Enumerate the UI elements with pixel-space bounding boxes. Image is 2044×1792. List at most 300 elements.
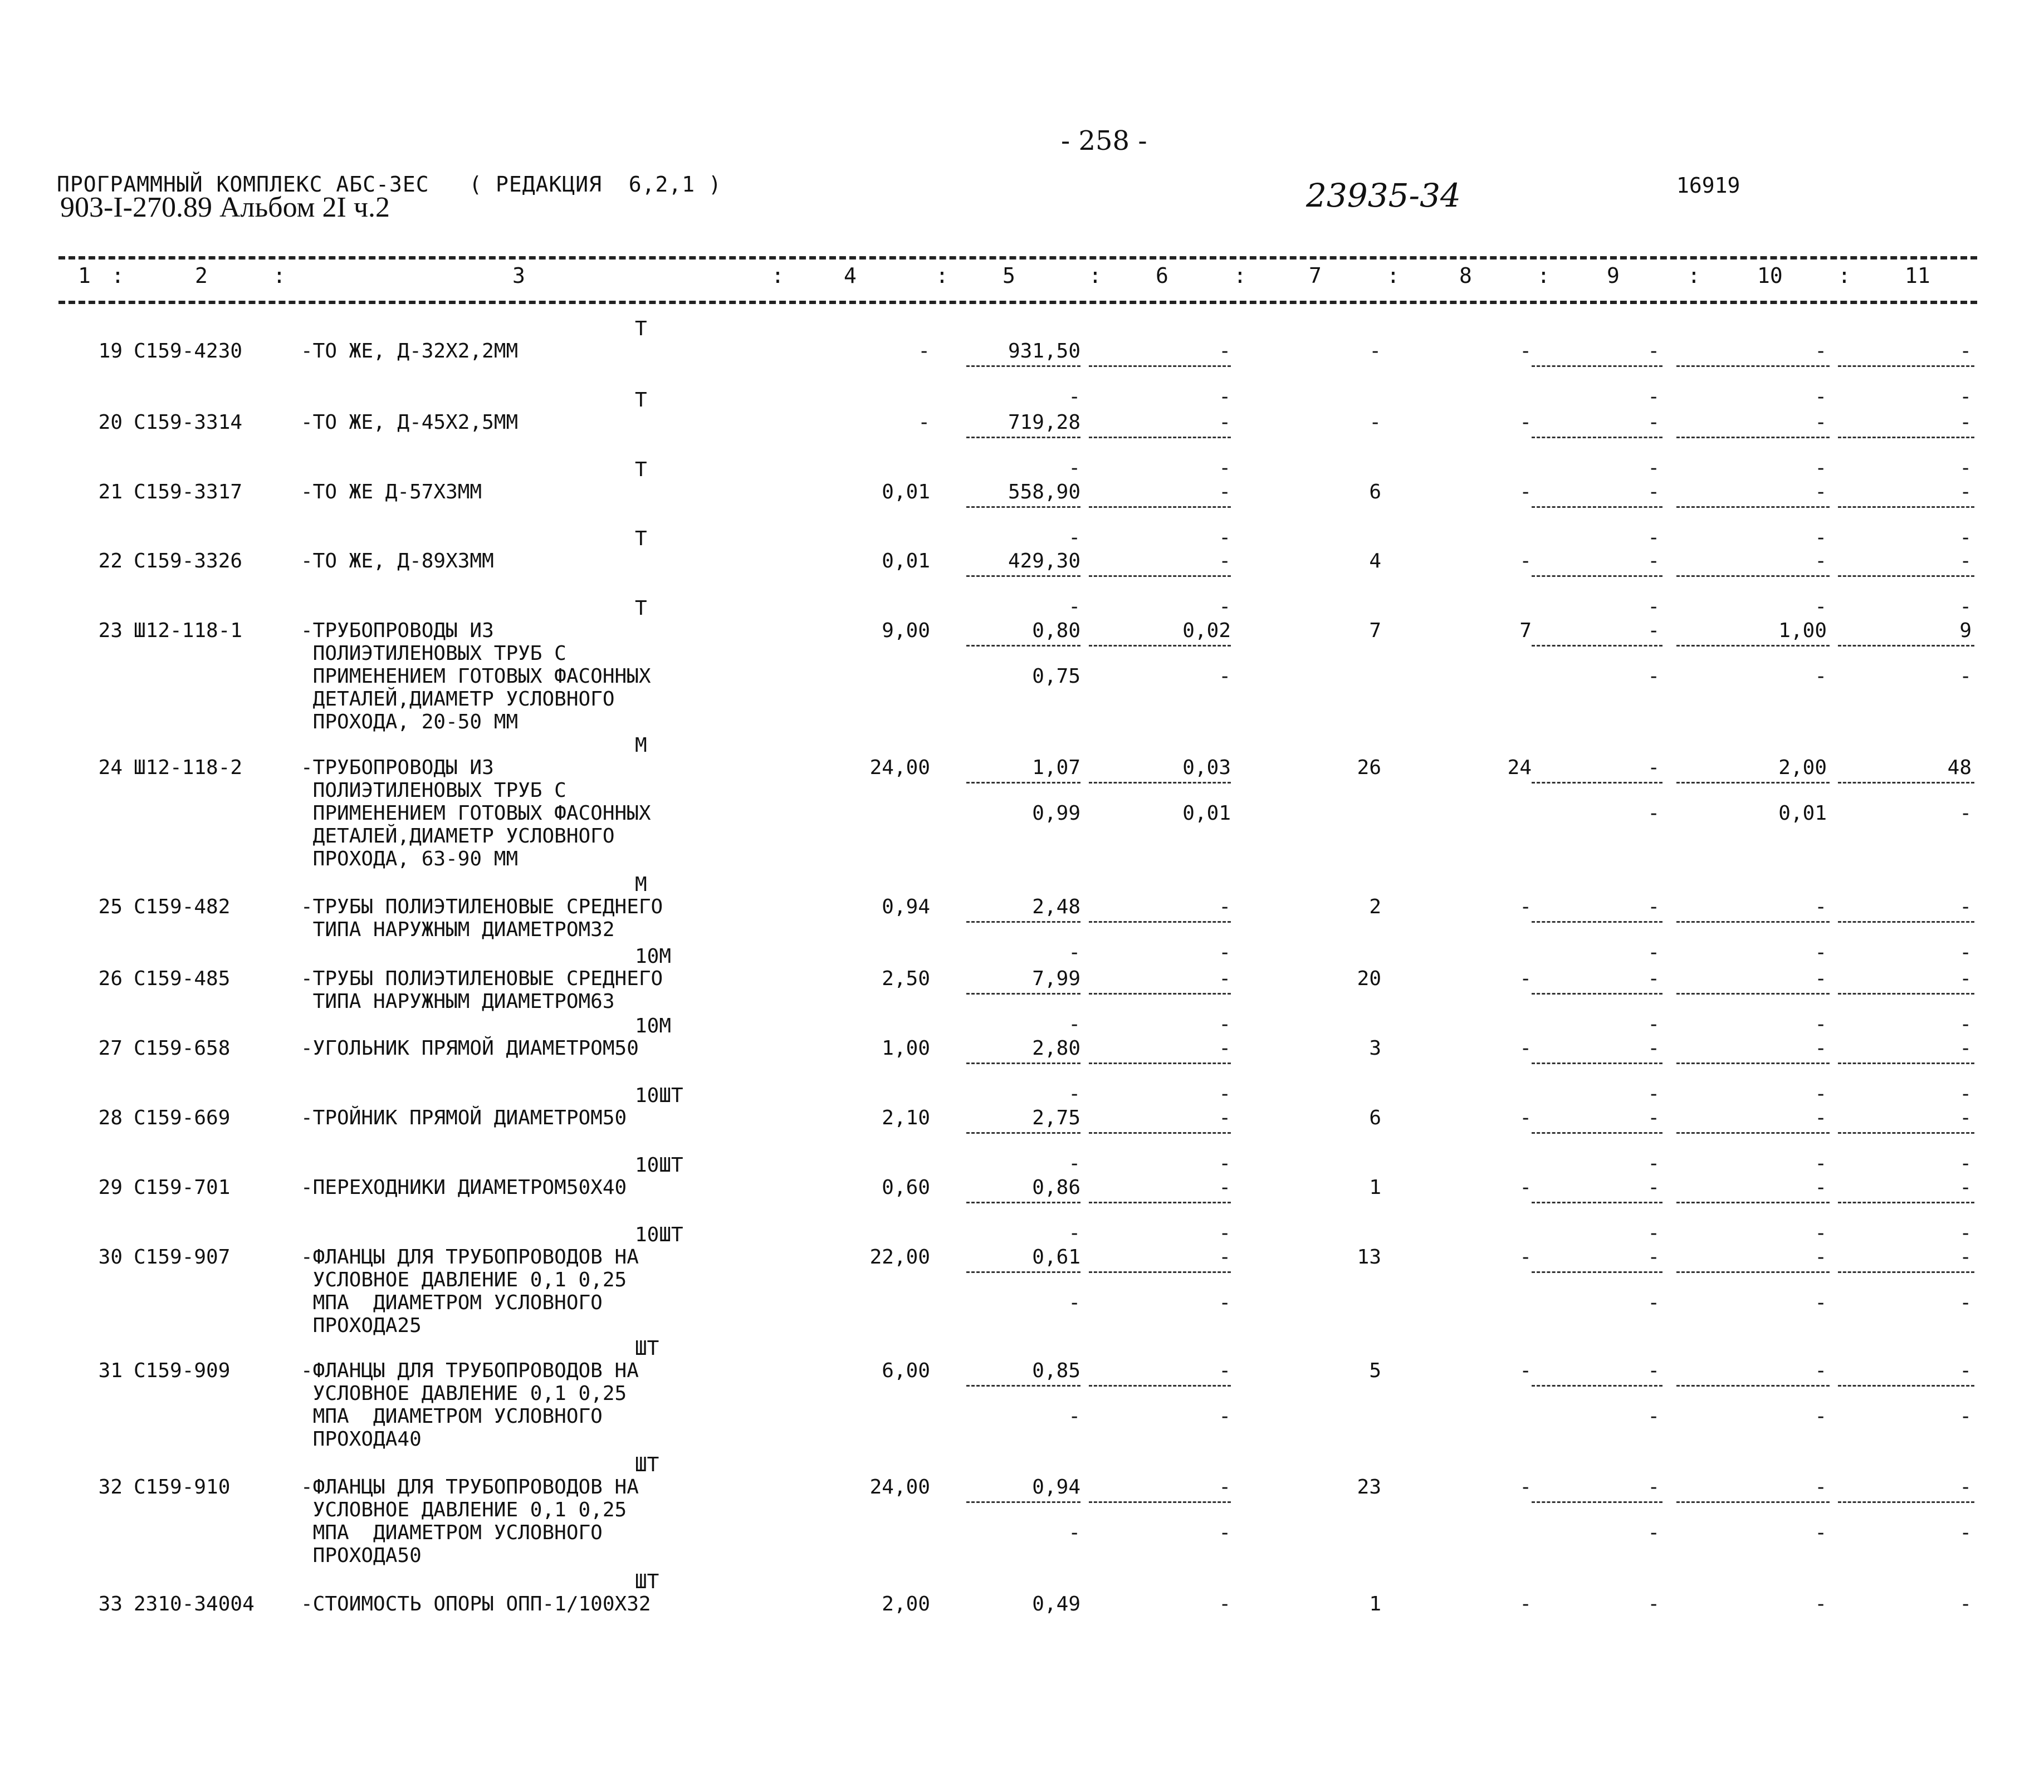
- value-col-7: 7: [1369, 619, 1381, 642]
- value-col-5-lower: -: [1068, 526, 1080, 549]
- value-col-8: -: [1519, 1037, 1532, 1060]
- fraction-divider: [1089, 782, 1231, 784]
- unit-label: Т: [635, 597, 647, 620]
- value-col-6: -: [1219, 550, 1231, 572]
- value-col-6-lower: -: [1219, 595, 1231, 618]
- work-description-line: УСЛОВНОЕ ДАВЛЕНИЕ 0,1 0,25: [301, 1382, 627, 1405]
- value-col-9: -: [1647, 1359, 1660, 1382]
- col-header-11: 11: [1905, 263, 1930, 288]
- value-col-5-lower: -: [1068, 595, 1080, 618]
- value-col-9-lower: -: [1647, 457, 1660, 479]
- value-col-8: -: [1519, 1246, 1532, 1269]
- row-number: 27: [98, 1037, 123, 1060]
- value-col-9: -: [1647, 1246, 1660, 1269]
- work-description-line: -ТО ЖЕ Д-57Х3ММ: [301, 481, 482, 503]
- value-col-8: 7: [1519, 619, 1532, 642]
- value-col-9: -: [1647, 967, 1660, 990]
- fraction-divider: [1089, 437, 1231, 438]
- value-col-9: -: [1647, 1106, 1660, 1129]
- value-col-11: -: [1959, 1037, 1972, 1060]
- fraction-divider: [966, 1202, 1080, 1203]
- value-col-11: 48: [1947, 756, 1972, 779]
- value-col-6-lower: -: [1219, 941, 1231, 964]
- value-col-11-lower: -: [1959, 457, 1972, 479]
- work-description-line: ПРОХОДА, 20-50 ММ: [301, 711, 519, 733]
- value-col-4: 0,94: [882, 895, 930, 918]
- value-col-8: -: [1519, 340, 1532, 363]
- work-description-line: -ТО ЖЕ, Д-45Х2,5ММ: [301, 411, 519, 434]
- fraction-divider: [1089, 575, 1231, 577]
- work-description-line: МПА ДИАМЕТРОМ УСЛОВНОГО: [301, 1521, 603, 1544]
- unit-label: Т: [635, 458, 647, 481]
- col-separator: :: [1688, 263, 1700, 288]
- value-col-6-lower: -: [1219, 1013, 1231, 1036]
- work-description-line: ДЕТАЛЕЙ,ДИАМЕТР УСЛОВНОГО: [301, 825, 615, 848]
- value-col-4: 24,00: [869, 1476, 930, 1499]
- fraction-divider: [1838, 1271, 1974, 1273]
- value-col-11: -: [1959, 411, 1972, 434]
- value-col-9-lower: -: [1647, 1405, 1660, 1428]
- value-col-6: -: [1219, 1176, 1231, 1199]
- value-col-6: 0,02: [1182, 619, 1231, 642]
- value-col-6: -: [1219, 481, 1231, 503]
- value-col-8: -: [1519, 967, 1532, 990]
- work-description-line: ПОЛИЭТИЛЕНОВЫХ ТРУБ С: [301, 642, 566, 665]
- fraction-divider: [1838, 782, 1974, 784]
- work-description-line: -ПЕРЕХОДНИКИ ДИАМЕТРОМ50Х40: [301, 1176, 627, 1199]
- rate-code: С159-909: [134, 1359, 231, 1382]
- value-col-9: -: [1647, 1476, 1660, 1499]
- value-col-9: -: [1647, 1593, 1660, 1615]
- value-col-10: -: [1815, 1593, 1827, 1615]
- fraction-divider: [1838, 921, 1974, 923]
- value-col-7: -: [1369, 340, 1381, 363]
- col-header-3: 3: [512, 263, 525, 288]
- fraction-divider: [1089, 1385, 1231, 1387]
- value-col-10: -: [1815, 1037, 1827, 1060]
- work-description-line: -ТО ЖЕ, Д-89Х3ММ: [301, 550, 494, 572]
- value-col-9: -: [1647, 895, 1660, 918]
- fraction-divider: [1838, 1063, 1974, 1064]
- work-description-line: ПОЛИЭТИЛЕНОВЫХ ТРУБ С: [301, 779, 566, 802]
- value-col-11-lower: -: [1959, 1152, 1972, 1175]
- col-header-4: 4: [844, 263, 857, 288]
- value-col-7: -: [1369, 411, 1381, 434]
- fraction-divider: [1676, 921, 1830, 923]
- value-col-6-lower: -: [1219, 1083, 1231, 1105]
- value-col-7: 23: [1357, 1476, 1381, 1499]
- value-col-9-lower: -: [1647, 665, 1660, 688]
- value-col-6: -: [1219, 1476, 1231, 1499]
- work-description-line: -УГОЛЬНИК ПРЯМОЙ ДИАМЕТРОМ50: [301, 1037, 639, 1060]
- value-col-10: -: [1815, 1106, 1827, 1129]
- value-col-5-lower: -: [1068, 941, 1080, 964]
- fraction-divider: [1089, 1501, 1231, 1503]
- rate-code: С159-4230: [134, 340, 243, 363]
- fraction-divider: [966, 1385, 1080, 1387]
- value-col-11-lower: -: [1959, 1083, 1972, 1105]
- fraction-divider: [1532, 782, 1662, 784]
- fraction-divider: [1838, 1501, 1974, 1503]
- rate-code: Ш12-118-1: [134, 619, 243, 642]
- fraction-divider: [1089, 365, 1231, 367]
- value-col-6: -: [1219, 1246, 1231, 1269]
- value-col-8: -: [1519, 1106, 1532, 1129]
- value-col-6: -: [1219, 1593, 1231, 1615]
- rate-code: С159-3326: [134, 550, 243, 572]
- fraction-divider: [1676, 1202, 1830, 1203]
- row-number: 24: [98, 756, 123, 779]
- fraction-divider: [966, 1501, 1080, 1503]
- row-number: 28: [98, 1106, 123, 1129]
- value-col-10: 1,00: [1778, 619, 1827, 642]
- value-col-10: 2,00: [1778, 756, 1827, 779]
- fraction-divider: [1676, 1132, 1830, 1134]
- value-col-5-lower: -: [1068, 457, 1080, 479]
- work-description-line: -ТРУБЫ ПОЛИЭТИЛЕНОВЫЕ СРЕДНЕГО: [301, 895, 663, 918]
- value-col-4: 24,00: [869, 756, 930, 779]
- value-col-9-lower: -: [1647, 385, 1660, 408]
- work-description-line: ПРОХОДА25: [301, 1314, 422, 1337]
- value-col-4: 9,00: [882, 619, 930, 642]
- value-col-9: -: [1647, 1176, 1660, 1199]
- fraction-divider: [1089, 1271, 1231, 1273]
- row-number: 19: [98, 340, 123, 363]
- fraction-divider: [1532, 1202, 1662, 1203]
- value-col-7: 3: [1369, 1037, 1381, 1060]
- value-col-5-lower: -: [1068, 385, 1080, 408]
- fraction-divider: [966, 1132, 1080, 1134]
- col-header-1: 1: [78, 263, 91, 288]
- rate-code: Ш12-118-2: [134, 756, 243, 779]
- fraction-divider: [966, 575, 1080, 577]
- rate-code: С159-658: [134, 1037, 231, 1060]
- fraction-divider: [1089, 1202, 1231, 1203]
- col-separator: :: [1387, 263, 1400, 288]
- value-col-5-lower: -: [1068, 1222, 1080, 1245]
- value-col-8: -: [1519, 411, 1532, 434]
- value-col-7: 2: [1369, 895, 1381, 918]
- col-separator: :: [273, 263, 286, 288]
- fraction-divider: [966, 645, 1080, 647]
- value-col-5: 429,30: [1008, 550, 1080, 572]
- fraction-divider: [1532, 1063, 1662, 1064]
- value-col-7: 6: [1369, 1106, 1381, 1129]
- work-description-line: -ФЛАНЦЫ ДЛЯ ТРУБОПРОВОДОВ НА: [301, 1246, 639, 1269]
- work-description-line: ПРОХОДА40: [301, 1428, 422, 1451]
- value-col-10: -: [1815, 967, 1827, 990]
- value-col-7: 1: [1369, 1593, 1381, 1615]
- rate-code: С159-3317: [134, 481, 243, 503]
- value-col-10-lower: -: [1815, 595, 1827, 618]
- work-description-line: -ФЛАНЦЫ ДЛЯ ТРУБОПРОВОДОВ НА: [301, 1359, 639, 1382]
- value-col-4: 22,00: [869, 1246, 930, 1269]
- work-description-line: МПА ДИАМЕТРОМ УСЛОВНОГО: [301, 1405, 603, 1428]
- value-col-11-lower: -: [1959, 1222, 1972, 1245]
- fraction-divider: [1838, 575, 1974, 577]
- value-col-11-lower: -: [1959, 595, 1972, 618]
- fraction-divider: [966, 1271, 1080, 1273]
- row-number: 22: [98, 550, 123, 572]
- value-col-8: 24: [1507, 756, 1532, 779]
- work-description-line: -СТОИМОСТЬ ОПОРЫ ОПП-1/100Х32: [301, 1593, 651, 1615]
- value-col-5: 7,99: [1032, 967, 1080, 990]
- value-col-4: -: [918, 340, 930, 363]
- col-separator: :: [1234, 263, 1246, 288]
- value-col-6-lower: 0,01: [1182, 802, 1231, 825]
- value-col-10: -: [1815, 1246, 1827, 1269]
- fraction-divider: [1532, 506, 1662, 508]
- value-col-9-lower: -: [1647, 941, 1660, 964]
- value-col-5: 0,61: [1032, 1246, 1080, 1269]
- rate-code: С159-485: [134, 967, 231, 990]
- value-col-10: -: [1815, 1476, 1827, 1499]
- value-col-5: 0,49: [1032, 1593, 1080, 1615]
- row-number: 30: [98, 1246, 123, 1269]
- col-header-8: 8: [1459, 263, 1472, 288]
- value-col-10-lower: -: [1815, 1291, 1827, 1314]
- unit-label: 10ШТ: [635, 1084, 683, 1107]
- value-col-4: 2,00: [882, 1593, 930, 1615]
- value-col-6-lower: -: [1219, 1152, 1231, 1175]
- value-col-11: -: [1959, 550, 1972, 572]
- value-col-8: -: [1519, 1176, 1532, 1199]
- value-col-10: -: [1815, 1176, 1827, 1199]
- work-description-line: УСЛОВНОЕ ДАВЛЕНИЕ 0,1 0,25: [301, 1499, 627, 1521]
- fraction-divider: [1532, 365, 1662, 367]
- fraction-divider: [1532, 921, 1662, 923]
- col-header-7: 7: [1309, 263, 1322, 288]
- value-col-6: -: [1219, 967, 1231, 990]
- value-col-7: 26: [1357, 756, 1381, 779]
- value-col-5-lower: 0,99: [1032, 802, 1080, 825]
- value-col-9-lower: -: [1647, 526, 1660, 549]
- program-title: ПРОГРАММНЫЙ КОМПЛЕКС АБС-ЗЕС ( РЕДАКЦИЯ 6,2,1 ): [57, 172, 722, 197]
- value-col-10-lower: -: [1815, 1222, 1827, 1245]
- value-col-5: 0,94: [1032, 1476, 1080, 1499]
- unit-label: М: [635, 873, 647, 896]
- fraction-divider: [1532, 1271, 1662, 1273]
- value-col-6: 0,03: [1182, 756, 1231, 779]
- fraction-divider: [966, 506, 1080, 508]
- fraction-divider: [1838, 437, 1974, 438]
- col-header-6: 6: [1156, 263, 1168, 288]
- value-col-6-lower: -: [1219, 665, 1231, 688]
- value-col-10: -: [1815, 895, 1827, 918]
- work-description-line: ТИПА НАРУЖНЫМ ДИАМЕТРОМ63: [301, 990, 615, 1013]
- fraction-divider: [966, 993, 1080, 995]
- work-description-line: -ТРУБЫ ПОЛИЭТИЛЕНОВЫЕ СРЕДНЕГО: [301, 967, 663, 990]
- value-col-9: -: [1647, 340, 1660, 363]
- rate-code: С159-907: [134, 1246, 231, 1269]
- col-header-9: 9: [1607, 263, 1620, 288]
- value-col-10-lower: -: [1815, 941, 1827, 964]
- row-number: 21: [98, 481, 123, 503]
- fraction-divider: [1089, 993, 1231, 995]
- value-col-6-lower: -: [1219, 1291, 1231, 1314]
- fraction-divider: [966, 921, 1080, 923]
- value-col-4: 1,00: [882, 1037, 930, 1060]
- value-col-9: -: [1647, 550, 1660, 572]
- value-col-11: -: [1959, 967, 1972, 990]
- row-number: 31: [98, 1359, 123, 1382]
- value-col-11-lower: -: [1959, 1521, 1972, 1544]
- row-number: 23: [98, 619, 123, 642]
- row-number: 32: [98, 1476, 123, 1499]
- col-header-2: 2: [195, 263, 208, 288]
- value-col-5-lower: -: [1068, 1521, 1080, 1544]
- value-col-8: -: [1519, 895, 1532, 918]
- fraction-divider: [1532, 575, 1662, 577]
- fraction-divider: [1676, 1501, 1830, 1503]
- value-col-6-lower: -: [1219, 457, 1231, 479]
- fraction-divider: [966, 1063, 1080, 1064]
- col-separator: :: [1089, 263, 1102, 288]
- work-description-line: -ТО ЖЕ, Д-32Х2,2ММ: [301, 340, 519, 363]
- fraction-divider: [1089, 1063, 1231, 1064]
- fraction-divider: [1838, 1385, 1974, 1387]
- value-col-4: 6,00: [882, 1359, 930, 1382]
- unit-label: 10ШТ: [635, 1223, 683, 1246]
- value-col-9-lower: -: [1647, 595, 1660, 618]
- value-col-5: 719,28: [1008, 411, 1080, 434]
- unit-label: ШТ: [635, 1570, 659, 1593]
- fraction-divider: [1676, 1063, 1830, 1064]
- value-col-7: 6: [1369, 481, 1381, 503]
- work-description-line: ПРИМЕНЕНИЕМ ГОТОВЫХ ФАСОННЫХ: [301, 802, 651, 825]
- value-col-8: -: [1519, 1476, 1532, 1499]
- value-col-9: -: [1647, 411, 1660, 434]
- col-separator: :: [936, 263, 948, 288]
- rate-code: С159-669: [134, 1106, 231, 1129]
- value-col-10-lower: -: [1815, 1013, 1827, 1036]
- unit-label: 10М: [635, 1015, 672, 1037]
- value-col-11-lower: -: [1959, 802, 1972, 825]
- value-col-11: -: [1959, 1593, 1972, 1615]
- rate-code: 2310-34004: [134, 1593, 255, 1615]
- value-col-11-lower: -: [1959, 1291, 1972, 1314]
- value-col-8: -: [1519, 1359, 1532, 1382]
- value-col-9-lower: -: [1647, 802, 1660, 825]
- value-col-10: -: [1815, 550, 1827, 572]
- fraction-divider: [1532, 437, 1662, 438]
- header-top-rule: [58, 256, 1977, 260]
- stamp-number: 23935-34: [1306, 177, 1461, 214]
- value-col-7: 4: [1369, 550, 1381, 572]
- value-col-7: 20: [1357, 967, 1381, 990]
- value-col-6: -: [1219, 1037, 1231, 1060]
- unit-label: Т: [635, 527, 647, 550]
- fraction-divider: [1532, 645, 1662, 647]
- row-number: 33: [98, 1593, 123, 1615]
- fraction-divider: [1838, 1132, 1974, 1134]
- value-col-5: 2,48: [1032, 895, 1080, 918]
- unit-label: 10ШТ: [635, 1154, 683, 1177]
- value-col-10-lower: -: [1815, 1083, 1827, 1105]
- value-col-9: -: [1647, 756, 1660, 779]
- value-col-11: -: [1959, 895, 1972, 918]
- unit-label: 10М: [635, 945, 672, 968]
- value-col-11: -: [1959, 1176, 1972, 1199]
- value-col-5: 0,80: [1032, 619, 1080, 642]
- value-col-10-lower: 0,01: [1778, 802, 1827, 825]
- value-col-6-lower: -: [1219, 1521, 1231, 1544]
- value-col-10: -: [1815, 1359, 1827, 1382]
- value-col-11: -: [1959, 1476, 1972, 1499]
- work-description-line: -ТРУБОПРОВОДЫ ИЗ: [301, 619, 494, 642]
- work-description-line: -ТРУБОПРОВОДЫ ИЗ: [301, 756, 494, 779]
- col-separator: :: [111, 263, 124, 288]
- value-col-7: 5: [1369, 1359, 1381, 1382]
- fraction-divider: [1532, 993, 1662, 995]
- fraction-divider: [1676, 365, 1830, 367]
- value-col-4: 0,01: [882, 550, 930, 572]
- value-col-6-lower: -: [1219, 385, 1231, 408]
- value-col-10-lower: -: [1815, 665, 1827, 688]
- value-col-6-lower: -: [1219, 1405, 1231, 1428]
- value-col-10-lower: -: [1815, 526, 1827, 549]
- fraction-divider: [1089, 921, 1231, 923]
- row-number: 25: [98, 895, 123, 918]
- value-col-11-lower: -: [1959, 941, 1972, 964]
- value-col-4: -: [918, 411, 930, 434]
- rate-code: С159-701: [134, 1176, 231, 1199]
- col-header-5: 5: [1003, 263, 1015, 288]
- value-col-11-lower: -: [1959, 1405, 1972, 1428]
- value-col-5-lower: -: [1068, 1083, 1080, 1105]
- fraction-divider: [1838, 645, 1974, 647]
- value-col-4: 2,10: [882, 1106, 930, 1129]
- col-header-10: 10: [1757, 263, 1783, 288]
- value-col-7: 1: [1369, 1176, 1381, 1199]
- unit-label: ШТ: [635, 1337, 659, 1360]
- col-separator: :: [1838, 263, 1851, 288]
- fraction-divider: [1089, 1132, 1231, 1134]
- value-col-6: -: [1219, 1106, 1231, 1129]
- header-bottom-rule: [58, 301, 1977, 304]
- fraction-divider: [1838, 993, 1974, 995]
- work-description-line: ПРОХОДА, 63-90 ММ: [301, 848, 519, 870]
- fraction-divider: [1532, 1501, 1662, 1503]
- work-description-line: ТИПА НАРУЖНЫМ ДИАМЕТРОМ32: [301, 918, 615, 941]
- value-col-11: -: [1959, 1106, 1972, 1129]
- value-col-9: -: [1647, 1037, 1660, 1060]
- value-col-6: -: [1219, 1359, 1231, 1382]
- fraction-divider: [1532, 1132, 1662, 1134]
- value-col-5: 2,75: [1032, 1106, 1080, 1129]
- row-number: 26: [98, 967, 123, 990]
- value-col-4: 0,01: [882, 481, 930, 503]
- value-col-11-lower: -: [1959, 526, 1972, 549]
- fraction-divider: [966, 437, 1080, 438]
- value-col-10-lower: -: [1815, 1521, 1827, 1544]
- value-col-5-lower: -: [1068, 1152, 1080, 1175]
- work-description-line: ДЕТАЛЕЙ,ДИАМЕТР УСЛОВНОГО: [301, 688, 615, 711]
- work-description-line: МПА ДИАМЕТРОМ УСЛОВНОГО: [301, 1291, 603, 1314]
- value-col-10: -: [1815, 340, 1827, 363]
- rate-code: С159-910: [134, 1476, 231, 1499]
- work-description-line: ПРИМЕНЕНИЕМ ГОТОВЫХ ФАСОННЫХ: [301, 665, 651, 688]
- unit-label: Т: [635, 317, 647, 340]
- value-col-6-lower: -: [1219, 526, 1231, 549]
- unit-label: М: [635, 734, 647, 757]
- value-col-8: -: [1519, 481, 1532, 503]
- value-col-5-lower: 0,75: [1032, 665, 1080, 688]
- unit-label: ШТ: [635, 1453, 659, 1476]
- value-col-5: 0,86: [1032, 1176, 1080, 1199]
- value-col-8: -: [1519, 1593, 1532, 1615]
- value-col-11-lower: -: [1959, 1013, 1972, 1036]
